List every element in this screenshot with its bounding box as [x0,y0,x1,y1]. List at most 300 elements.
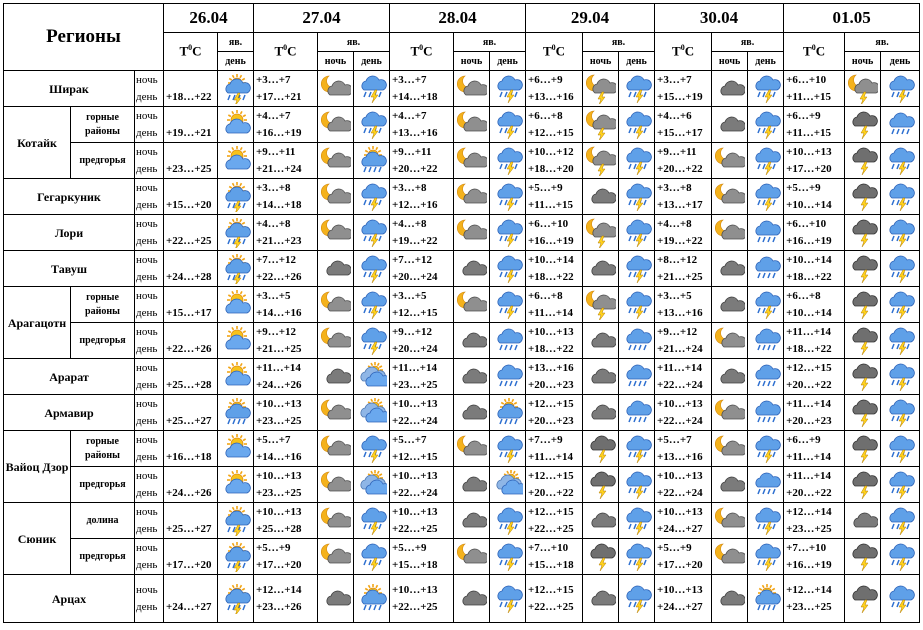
region-name: Ширак [4,71,135,107]
night-temp: +9…+12 [657,325,698,338]
temp-cell [390,215,454,251]
night-temp: +5…+9 [657,541,692,554]
night-temp: +10…+13 [657,469,703,482]
night-day-labels [135,215,164,251]
t-letter: T [410,43,420,59]
temp-cell [390,107,454,143]
day-temp: +11…+14 [528,306,573,319]
day-temp: +24…+27 [657,600,703,613]
temp-cell [254,143,318,179]
night-temp: +4…+8 [657,217,692,230]
day-temp: +18…+22 [528,270,574,283]
night-temp: +5…+7 [657,433,692,446]
region-name: Арцах [4,575,135,623]
moon-cloud-icon [318,71,354,107]
day-temp: +20…+22 [392,162,438,175]
temp-cell [164,575,218,623]
day-label: день [136,270,158,283]
night-temp: +5…+9 [392,541,427,554]
night-temp: +3…+8 [256,181,291,194]
subregion-name: долина [71,503,135,539]
t-letter: T [274,43,284,59]
cloud-rain-storm-icon [490,575,526,623]
yav-header-0: яв. [218,33,254,52]
night-temp: +6…+8 [528,289,563,302]
night-day-labels [135,395,164,431]
day-temp: +21…+23 [256,234,302,247]
night-temp: +11…+14 [786,397,831,410]
moon-cloud-icon [712,539,748,575]
night-temp: +11…+14 [392,361,437,374]
day-subheader-5: день [881,52,920,71]
night-temp: +5…+9 [528,181,563,194]
night-temp: +10…+13 [392,583,438,596]
temp-cell [784,287,845,323]
subregion-name: горные районы [71,431,135,467]
day-temp: +11…+14 [528,450,573,463]
temp-cell [254,215,318,251]
day-temp: +13…+16 [392,126,438,139]
night-temp: +12…+14 [786,505,832,518]
t-degree: 0 [419,43,424,53]
night-label: ночь [136,397,158,410]
night-label: ночь [136,289,158,302]
day-temp: +19…+22 [657,234,703,247]
day-temp: +12…+16 [392,198,438,211]
temp-cell [784,179,845,215]
day-temp: +21…+25 [657,270,703,283]
region-row [4,143,920,179]
cloud-rain-storm-icon [881,323,920,359]
t-letter: T [803,43,812,59]
cloud-rain-storm-icon [490,179,526,215]
day-label: день [136,522,158,535]
day-temp: +24…+27 [166,600,212,613]
day-temp: +22…+24 [392,486,438,499]
t-unit: C [192,43,202,59]
night-temp: +11…+14 [786,325,831,338]
night-temp: +9…+11 [392,145,432,158]
night-temp: +13…+16 [528,361,574,374]
night-day-labels [135,143,164,179]
temp-header-5 [784,33,845,71]
temp-header-4 [655,33,712,71]
cloud-rain-icon [748,215,784,251]
night-temp: +5…+9 [256,541,291,554]
night-temp: +6…+10 [786,217,827,230]
cloud-rain-icon [619,323,655,359]
date-header-3: 29.04 [526,4,655,33]
day-label: день [136,234,158,247]
moon-cloud-icon [454,107,490,143]
night-temp: +6…+10 [528,217,569,230]
night-subheader-4: ночь [712,52,748,71]
temp-cell [655,323,712,359]
temp-cell [390,467,454,503]
cloud-rain-storm-icon [748,503,784,539]
day-temp: +14…+18 [392,90,438,103]
dark-cloud-icon [712,359,748,395]
day-subheader-3: день [619,52,655,71]
dark-storm-icon [845,215,881,251]
day-temp: +24…+26 [166,486,212,499]
temp-header-0 [164,33,218,71]
region-row [4,215,920,251]
cloud-rain-storm-icon [881,503,920,539]
night-day-labels [135,575,164,623]
regions-header: Регионы [4,4,164,71]
day-temp: +22…+24 [657,378,703,391]
day-temp: +14…+18 [256,198,302,211]
cloud-rain-storm-icon [490,71,526,107]
day-temp: +21…+25 [256,342,302,355]
moon-cloud-icon [712,215,748,251]
dark-cloud-icon [712,575,748,623]
temp-header-3 [526,33,583,71]
dark-cloud-icon [583,395,619,431]
cloud-rain-storm-icon [354,179,390,215]
day-temp: +15…+19 [657,90,703,103]
temp-cell [164,251,218,287]
day-temp: +25…+27 [166,522,212,535]
moon-cloud-icon [318,179,354,215]
day-temp: +15…+18 [392,558,438,571]
day-temp: +12…+15 [392,450,438,463]
moon-cloud-icon [712,143,748,179]
sun-cloud-icon [218,323,254,359]
day-label: день [136,378,158,391]
sun-cloud-rain-icon [748,575,784,623]
cloud-rain-icon [748,467,784,503]
night-temp: +10…+13 [392,397,438,410]
day-label: день [136,486,158,499]
temp-cell [164,107,218,143]
cloud-rain-icon [748,395,784,431]
day-temp: +10…+14 [786,306,832,319]
night-label: ночь [136,433,158,446]
night-day-labels [135,467,164,503]
temp-cell [254,503,318,539]
temp-cell [784,503,845,539]
subregion-name: предгорья [71,539,135,575]
night-temp: +10…+13 [657,505,703,518]
sun-rain-storm-icon [218,251,254,287]
day-temp: +25…+28 [166,378,212,391]
dark-cloud-icon [712,467,748,503]
sun-clouds-icon [354,395,390,431]
temp-cell [390,323,454,359]
cloud-rain-storm-icon [619,215,655,251]
date-header-0: 26.04 [164,4,254,33]
moon-storm-icon [845,71,881,107]
day-temp: +11…+14 [786,450,831,463]
cloud-rain-storm-icon [748,287,784,323]
sun-cloud-icon [218,107,254,143]
region-row [4,359,920,395]
sun-rain-storm-icon [218,71,254,107]
temp-cell [526,431,583,467]
moon-storm-icon [583,107,619,143]
region-row [4,395,920,431]
night-temp: +9…+12 [392,325,433,338]
temp-cell [390,395,454,431]
cloud-rain-storm-icon [619,251,655,287]
night-temp: +10…+14 [528,253,574,266]
cloud-rain-storm-icon [881,71,920,107]
region-name: Армавир [4,395,135,431]
t-degree: 0 [188,43,193,53]
temp-cell [784,431,845,467]
dark-storm-icon [845,179,881,215]
day-temp: +22…+25 [392,600,438,613]
dark-cloud-icon [583,251,619,287]
night-temp: +7…+10 [786,541,827,554]
night-temp: +10…+13 [392,469,438,482]
dark-cloud-icon [454,395,490,431]
region-name: Гегаркуник [4,179,135,215]
dark-storm-icon [845,575,881,623]
temp-cell [164,215,218,251]
day-temp: +20…+22 [786,486,832,499]
date-header-5: 01.05 [784,4,920,33]
sun-clouds-icon [354,467,390,503]
night-label: ночь [136,253,158,266]
night-temp: +4…+8 [256,217,291,230]
day-temp: +13…+16 [657,450,703,463]
t-unit: C [815,43,826,59]
moon-cloud-icon [318,431,354,467]
night-label: ночь [136,505,158,518]
night-temp: +3…+5 [256,289,291,302]
moon-storm-icon [583,71,619,107]
cloud-rain-storm-icon [490,143,526,179]
temp-cell [254,539,318,575]
cloud-rain-storm-icon [881,359,920,395]
day-temp: +20…+24 [392,342,438,355]
cloud-rain-icon [881,107,920,143]
dark-cloud-icon [454,575,490,623]
cloud-rain-storm-icon [619,107,655,143]
t-letter: T [672,43,681,59]
day-temp: +23…+25 [392,378,438,391]
sun-rain-storm-icon [218,179,254,215]
moon-cloud-icon [454,143,490,179]
temp-cell [390,575,454,623]
region-name: Вайоц Дзор [4,431,71,503]
day-temp: +22…+24 [392,414,438,427]
night-subheader-1: ночь [318,52,354,71]
temp-cell [390,251,454,287]
cloud-rain-storm-icon [881,431,920,467]
night-day-labels [135,359,164,395]
day-label: день [136,558,158,571]
temp-cell [784,251,845,287]
sun-cloud-icon [218,287,254,323]
temp-cell [526,539,583,575]
temp-cell [526,143,583,179]
night-label: ночь [136,325,158,338]
night-temp: +10…+14 [786,253,832,266]
day-temp: +13…+16 [528,90,574,103]
moon-cloud-icon [318,467,354,503]
night-label: ночь [136,109,158,122]
region-name: Сюник [4,503,71,575]
night-temp: +5…+9 [786,181,821,194]
temp-cell [655,431,712,467]
night-temp: +12…+15 [528,505,574,518]
day-subheader-2: день [490,52,526,71]
t-unit: C [555,43,566,59]
region-name: Арагацотн [4,287,71,359]
temp-cell [390,143,454,179]
temp-cell [784,467,845,503]
t-letter: T [543,43,552,59]
day-temp: +17…+21 [256,90,302,103]
region-row [4,71,920,107]
region-row [4,467,920,503]
dark-storm-icon [583,467,619,503]
region-name: Тавуш [4,251,135,287]
dark-storm-icon [845,323,881,359]
cloud-rain-storm-icon [748,143,784,179]
cloud-rain-storm-icon [490,287,526,323]
night-temp: +10…+13 [256,505,302,518]
cloud-rain-storm-icon [490,503,526,539]
temp-cell [655,395,712,431]
night-day-labels [135,251,164,287]
temp-cell [164,395,218,431]
temp-cell [526,503,583,539]
temp-cell [526,107,583,143]
region-row [4,107,920,143]
moon-cloud-icon [318,395,354,431]
day-temp: +22…+25 [528,522,574,535]
cloud-rain-storm-icon [490,251,526,287]
temp-cell [784,323,845,359]
sun-rain-storm-icon [218,215,254,251]
dark-storm-icon [583,539,619,575]
night-temp: +4…+6 [657,109,692,122]
night-temp: +6…+9 [528,73,563,86]
night-temp: +3…+7 [256,73,291,86]
region-row [4,179,920,215]
day-temp: +22…+25 [392,522,438,535]
sun-rain-storm-icon [218,539,254,575]
subregion-name: горные районы [71,287,135,323]
cloud-rain-storm-icon [354,431,390,467]
cloud-rain-storm-icon [881,143,920,179]
temp-cell [390,503,454,539]
night-day-labels [135,431,164,467]
cloud-rain-storm-icon [748,107,784,143]
yav-header-5: яв. [845,33,920,52]
temp-cell [784,215,845,251]
night-subheader-3: ночь [583,52,619,71]
cloud-rain-icon [619,359,655,395]
day-temp: +15…+17 [166,306,212,319]
day-temp: +16…+19 [528,234,574,247]
dark-cloud-icon [454,467,490,503]
temp-cell [655,71,712,107]
night-temp: +12…+15 [528,583,574,596]
region-row [4,323,920,359]
temp-cell [526,395,583,431]
cloud-rain-storm-icon [354,323,390,359]
moon-cloud-icon [454,179,490,215]
region-name: Арарат [4,359,135,395]
moon-cloud-icon [454,215,490,251]
cloud-rain-storm-icon [619,467,655,503]
date-header-2: 28.04 [390,4,526,33]
night-label: ночь [136,73,158,86]
night-temp: +12…+14 [786,583,832,596]
dark-storm-icon [845,539,881,575]
temp-cell [655,467,712,503]
night-temp: +11…+14 [256,361,301,374]
subregion-name: предгорья [71,467,135,503]
day-temp: +22…+25 [528,600,574,613]
day-label: день [136,198,158,211]
dark-cloud-icon [454,323,490,359]
dark-cloud-icon [583,503,619,539]
cloud-rain-icon [748,323,784,359]
night-day-labels [135,71,164,107]
temp-cell [254,71,318,107]
moon-cloud-icon [712,503,748,539]
night-temp: +10…+13 [657,583,703,596]
moon-cloud-icon [318,287,354,323]
night-temp: +10…+13 [256,397,302,410]
t-degree: 0 [283,43,288,53]
cloud-rain-storm-icon [354,251,390,287]
dark-cloud-icon [583,575,619,623]
temp-cell [784,395,845,431]
subregion-name: горные районы [71,107,135,143]
day-temp: +23…+25 [786,600,832,613]
day-temp: +20…+22 [528,486,574,499]
night-temp: +5…+7 [256,433,291,446]
day-temp: +15…+18 [528,558,574,571]
day-temp: +13…+16 [657,306,703,319]
region-name: Котайк [4,107,71,179]
temp-cell [526,251,583,287]
temp-cell [784,143,845,179]
cloud-rain-storm-icon [490,107,526,143]
subregion-name: предгорья [71,323,135,359]
moon-cloud-icon [318,215,354,251]
t-unit: C [287,43,297,59]
temp-cell [390,539,454,575]
temp-cell [254,395,318,431]
night-day-labels [135,323,164,359]
day-temp: +22…+25 [166,234,212,247]
day-subheader-4: день [748,52,784,71]
dark-cloud-icon [845,503,881,539]
day-temp: +18…+22 [786,342,832,355]
cloud-rain-icon [490,323,526,359]
temp-cell [164,539,218,575]
temp-cell [655,539,712,575]
night-temp: +3…+7 [657,73,692,86]
day-temp: +20…+24 [392,270,438,283]
day-temp: +22…+26 [256,270,302,283]
temp-cell [164,287,218,323]
dark-cloud-icon [583,323,619,359]
cloud-rain-storm-icon [354,539,390,575]
cloud-rain-storm-icon [881,395,920,431]
night-temp: +7…+10 [528,541,569,554]
temp-cell [390,431,454,467]
